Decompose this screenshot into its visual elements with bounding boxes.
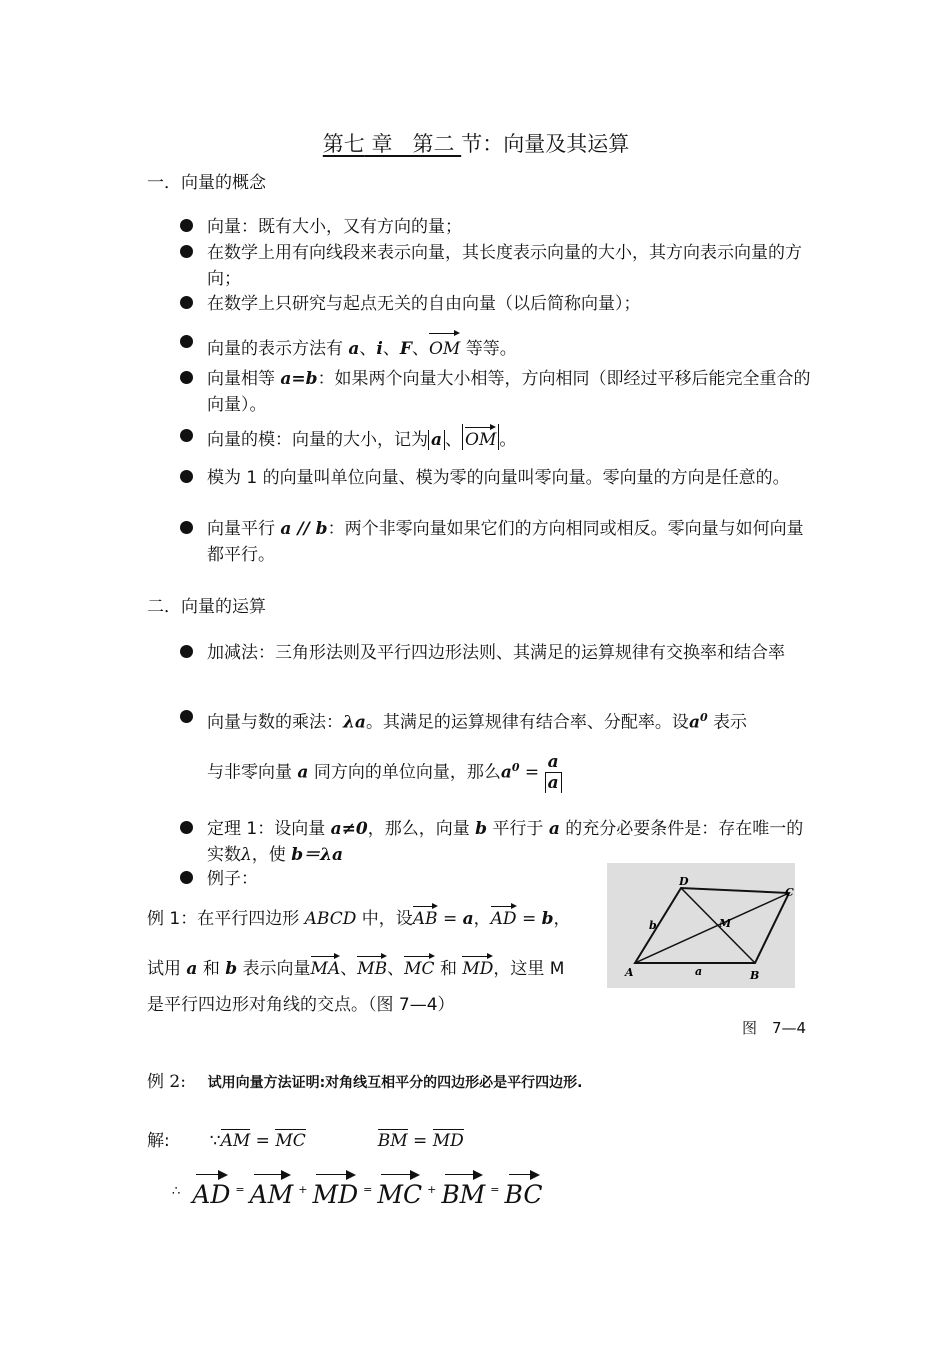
page-title	[0, 128, 952, 158]
bullet-dot	[180, 871, 193, 884]
bullet-dot	[180, 470, 193, 483]
bullet-dot	[180, 219, 193, 232]
bullet-dot	[180, 296, 193, 309]
label-b-point: B	[750, 969, 760, 982]
label-c-point: C	[785, 886, 794, 899]
unit-vector-formula: 与非零向量 a 同方向的单位向量，那么$a^0$ = $\frac{a}{a}$	[207, 752, 562, 793]
label-b-vector: b	[649, 919, 657, 932]
section-2-heading: 二．向量的运算	[147, 597, 266, 617]
bullet-dot	[180, 821, 193, 834]
solution-line-1: 解: ∵AM = MC BM = MD	[147, 1126, 464, 1151]
label-a-vector: a	[695, 965, 703, 978]
bullet-dot	[180, 429, 193, 442]
diagonal-bd	[681, 888, 755, 963]
bullet-dot	[180, 521, 193, 534]
vector-om: OM	[429, 330, 460, 362]
example-1-line-2: 试用 a 和 b 表示向量MA、MB、MC 和 MD，这里 M	[147, 953, 564, 979]
title-section: 第二	[412, 132, 455, 156]
bullet-dot	[180, 245, 193, 258]
label-m-point: M	[719, 917, 732, 930]
bullet-dot	[180, 335, 193, 348]
example-1-line-1: 例 1：在平行四边形 ABCD 中，设AB = a，AD = b，	[147, 903, 571, 929]
title-zhang: 章	[371, 132, 393, 156]
title-chapter: 第七	[322, 132, 365, 156]
figure-svg	[607, 863, 795, 988]
bullet-dot	[180, 645, 193, 658]
section-1-heading: 一．向量的概念	[147, 173, 266, 193]
diagonal-ac	[635, 893, 789, 963]
example-1-line-3: 是平行四边形对角线的交点。（图 7—4）	[147, 995, 455, 1015]
example-2: 例 2: 试用向量方法证明:对角线互相平分的四边形必是平行四边形.	[147, 1072, 583, 1092]
norm-om: OM	[465, 424, 496, 450]
title-topic: 节：向量及其运算	[461, 132, 630, 156]
norm-a: a	[428, 430, 445, 450]
parallelogram-figure	[607, 863, 795, 988]
label-a-point: A	[625, 966, 634, 979]
bullet-dot	[180, 710, 193, 723]
bullet-dot	[180, 371, 193, 384]
solution-line-2: ∴ AD = AM + MD = MC + BM = BC	[172, 1168, 542, 1209]
fraction: $\frac{a}{a}$	[545, 752, 562, 793]
label-d-point: D	[679, 875, 689, 888]
figure-caption: 图 7—4	[742, 1019, 807, 1037]
